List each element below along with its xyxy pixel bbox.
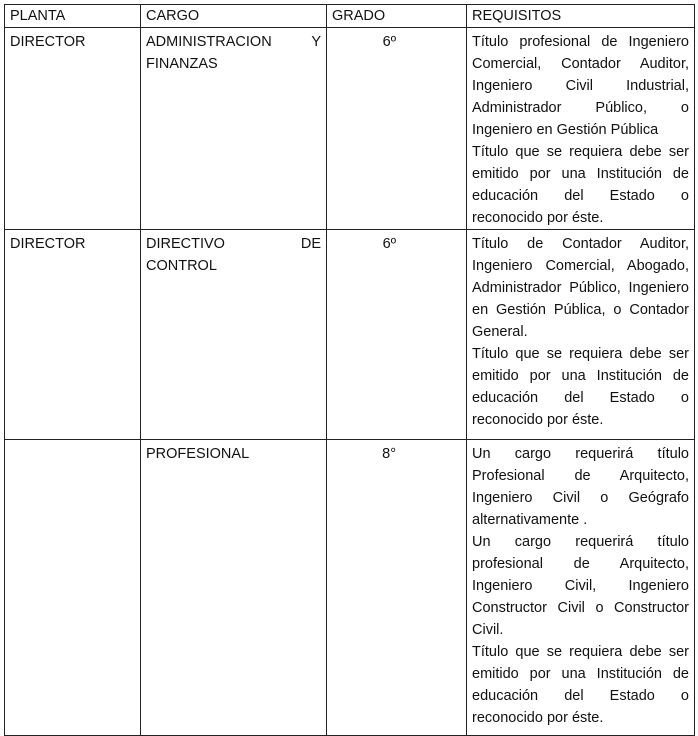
requisito-paragraph: Título que se requiera debe ser emitido por una Institución de educación del Estado o reconocido por éste. [472,346,689,428]
requisitos-cell [467,28,695,230]
cargo-cell: DIRECTIVO DE CONTROL [141,230,327,440]
requisito-paragraph: Título que se requiera debe ser emitido por una Institución de educación del Estado o reconocido por éste. [472,644,689,726]
cargo-cell: PROFESIONAL [141,440,327,736]
grado-cell: 6º [327,230,467,440]
cargo-cell: ADMINISTRACION Y FINANZAS [141,28,327,230]
header-requisitos: REQUISITOS [467,5,695,28]
table-row [5,28,695,230]
requisito-paragraph: Título profesional de Ingeniero Comercial, Contador Auditor, Ingeniero Civil Industrial, Administrador Público, o Ingeniero en Gestión Pública [472,34,689,138]
requisito-paragraph: Título de Contador Auditor, Ingeniero Comercial, Abogado, Administrador Público, Ingeniero en Gestión Pública, o Contador General. [472,236,689,340]
header-cargo: CARGO [141,5,327,28]
planta-cell: DIRECTOR [5,28,141,230]
header-planta: PLANTA [5,5,141,28]
requisito-paragraph: Un cargo requerirá título Profesional de Arquitecto, Ingeniero Civil o Geógrafo alternativamente . [472,446,689,528]
table-row [5,230,695,440]
table-header-row [5,5,695,28]
table-row [5,440,695,736]
header-grado: GRADO [327,5,467,28]
requisito-paragraph: Título que se requiera debe ser emitido por una Institución de educación del Estado o reconocido por éste. [472,144,689,226]
requisitos-cell [467,440,695,736]
planta-cell [5,440,141,736]
grado-cell: 6º [327,28,467,230]
requisitos-cell [467,230,695,440]
requisito-paragraph: Un cargo requerirá título profesional de Arquitecto, Ingeniero Civil, Ingeniero Constructor Civil o Constructor Civil. [472,534,689,638]
requirements-table [4,4,695,736]
grado-cell: 8° [327,440,467,736]
planta-cell: DIRECTOR [5,230,141,440]
